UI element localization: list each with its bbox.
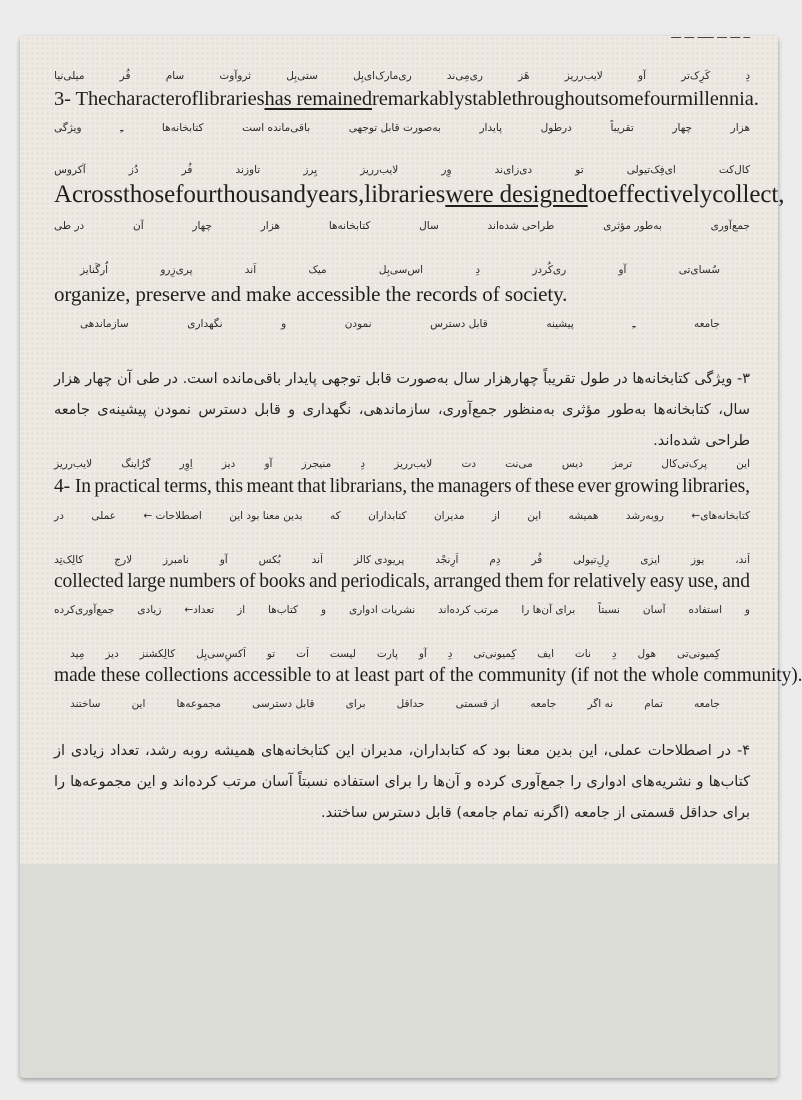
english-word: effectively [606,181,713,208]
gloss-word: باقی‌مانده است [242,122,311,134]
gloss-word: سام [165,70,185,82]
english-word: to [587,181,607,208]
english-word: of [181,88,199,110]
english-word: some [600,88,644,110]
gloss-word: مرتب کرده‌اند [438,604,499,616]
gloss-word: ساختند [70,698,101,710]
gloss-word: کالِک‌تِد [54,554,84,566]
gloss-word: ـِ [632,318,636,330]
english-word: meant [246,476,294,497]
gloss-word: مجموعه‌ها [176,698,222,710]
gloss-word: لایب‌رریز [360,164,399,176]
english-word: easy [649,571,685,592]
gloss-word: و [281,318,287,330]
english-word: of [515,476,532,497]
gloss-word: از [237,604,246,616]
gloss-word: مدیران [433,510,465,522]
gloss-word: طراحی شده‌اند [487,220,555,232]
pronunciation-line [70,648,720,660]
english-word: books [259,571,306,592]
english-word: numbers [169,571,236,592]
gloss-word: ترمز [612,458,633,470]
gloss-word: سُسای‌تی [678,264,720,276]
gloss-word: پرک‌تی‌کال [661,458,707,470]
gloss-word: پارت [376,648,398,660]
gloss-word: و [744,604,750,616]
gloss-word: ویژگی [54,122,82,134]
gloss-word: آکروس [54,164,86,176]
underlined-verb: has remained [264,88,372,110]
gloss-word: اَت [296,648,309,660]
english-word: this [215,476,244,497]
gloss-word: در طی [54,220,85,232]
gloss-word: می‌نت [505,458,533,470]
english-word: throughout [511,88,601,110]
gloss-word: اَکسِ‌سی‌بِل [196,648,246,660]
english-word: character [107,88,182,110]
gloss-word: اَند [244,264,257,276]
gloss-word: قابل دسترسی [252,698,315,710]
gloss-word: فُر [181,164,193,176]
gloss-word: اس‌سی‌بِل [378,264,424,276]
translation-line [54,510,750,522]
gloss-word: کال‌کت [718,164,750,176]
english-word: these [534,476,575,497]
gloss-word: تعداد← [184,604,215,616]
gloss-word: این [131,698,146,710]
gloss-word: جامعه [693,698,720,710]
gloss-word: دِ [360,458,366,470]
gloss-word: دِ [745,70,750,82]
pronunciation-line [54,458,750,470]
gloss-word: زیادی [137,604,162,616]
english-word: and [309,571,337,592]
gloss-word: اَند [311,554,323,566]
gloss-word: لیست [329,648,356,660]
gloss-word: کتابخانه‌های← [691,510,750,522]
gloss-word: جامعه [530,698,557,710]
gloss-word: پریودی کالز [353,554,405,566]
english-word: managers [437,476,512,497]
gloss-word: ری‌کُردز [532,264,567,276]
gloss-word: کتاب‌ها [268,604,299,616]
gloss-word: این [527,510,542,522]
english-word: arranged [433,571,502,592]
gloss-word: بدین معنا بود این [229,510,303,522]
gloss-word: دت [461,458,476,470]
gloss-word: برای [345,698,366,710]
gloss-word: نامبرز [163,554,189,566]
pronunciation-line [54,554,750,566]
gloss-word: ری‌مِی‌ند [446,70,483,82]
gloss-word: از قسمتی [455,698,500,710]
english-word: ever [577,476,611,497]
document-sheet [20,28,802,1078]
english-word: four [175,181,217,208]
gloss-word: اِوِر [179,458,193,470]
gloss-word: نه اگر [587,698,614,710]
gloss-word: ای‌فِک‌تیولی [626,164,676,176]
gloss-word: تو [575,164,584,176]
cropped-top-line: ــ ـــ ـــ ـــــ ـــ ـــ [671,28,750,41]
english-sentence-3 [54,88,759,111]
gloss-word: سازماندهی [80,318,129,330]
gloss-word: جامعه [693,318,720,330]
gloss-word: تو [266,648,276,660]
english-word: stable [464,88,512,110]
english-sentence-3b [54,181,785,209]
gloss-word: تمام [644,698,663,710]
english-word: libraries [364,181,446,208]
english-word: collected [54,571,124,592]
gloss-word: وِر [441,164,452,176]
gloss-word: و [320,604,327,616]
english-word: years, [305,181,365,208]
gloss-word: حداقل [396,698,425,710]
english-word: millennia. [677,88,759,110]
gloss-word: یوز [690,554,705,566]
gloss-word: اصطلاحات ← [143,510,202,522]
english-word: growing [614,476,679,497]
gloss-word: از [491,510,500,522]
gloss-word: لایب‌رریز [564,70,603,82]
translation-line [54,604,750,616]
gloss-word: آو [264,458,273,470]
gloss-word: دیس [561,458,583,470]
gloss-word: کالِکشنز [139,648,176,660]
gloss-word: دِم [489,554,501,566]
gloss-word: نمودن [344,318,372,330]
persian-translation-paragraph-3: ۳- ویژگی کتابخانه‌ها در طول تقریباً چهارهزار سال به‌صورت قابل توجهی پایدار باقی‌مانده است. در طی آن چهار هزار سال، کتابخانه‌ها به‌طور مؤثری به‌منظور جمع‌آوری، سازماندهی، نگهداری و قابل دسترس نمودن پیشینه‌ی جامعه طراحی شده‌اند. [54,371,750,449]
english-word: periodicals, [340,571,430,592]
english-word: terms, [164,476,212,497]
english-word: remarkably [372,88,465,110]
gloss-word: اَند، [735,554,750,566]
persian-translation-paragraph-4: ۴- در اصطلاحات عملی، این بدین معنا بود که کتابداران، مدیران این کتابخانه‌های همیشه روبه رشد، تعداد زیادی از کتاب‌ها و نشریه‌های ادواری را جمع‌آوری کرده و آن‌ها را برای استفاده نسبتاً آسان مرتب کرده‌اند و این مجموعه‌ها را برای حداقل قسمتی از جامعه (اگرنه تمام جامعه) قابل دسترس ساختند. [54,743,750,821]
gloss-word: عملی [91,510,116,522]
gloss-word: فُر [531,554,543,566]
english-sentence-4c [54,665,802,687]
gloss-word: ایزی [640,554,661,566]
gloss-word: در [54,510,64,522]
translation-line [54,220,750,232]
english-word: them [504,571,544,592]
english-word: of [239,571,256,592]
gloss-word: نشریات ادواری [348,604,416,616]
gloss-word: یِرز [303,164,318,176]
gloss-word: کتابخانه‌ها [328,220,371,232]
gloss-word: دیز [221,458,236,470]
pronunciation-line [54,70,750,82]
english-word: 3- The [54,88,108,110]
english-word: those [122,181,176,208]
gloss-word: دِ [611,648,617,660]
english-word: four [643,88,678,110]
gloss-word: دِ [475,264,481,276]
english-sentence-4 [54,476,750,498]
gloss-word: سال [419,220,439,232]
gloss-word: منیجرز [301,458,332,470]
gloss-word: آو [219,554,228,566]
english-word: that [297,476,327,497]
gloss-word: همیشه [568,510,599,522]
gloss-word: روبه‌رشد [625,510,664,522]
english-word: practical [94,476,161,497]
gloss-word: ثروآوت [219,70,252,82]
gloss-word: پیشینه [546,318,574,330]
gloss-word: هزار [260,220,281,232]
english-word: and [722,571,750,592]
gloss-word: ـِ [120,122,124,134]
gloss-word: پری‌زِرو [160,264,193,276]
gloss-word: به‌طور مؤثری [603,220,662,232]
english-word: Across [54,181,123,208]
gloss-word: رِلِ‌تیولی [573,554,610,566]
gloss-word: آسان [642,604,666,616]
english-word: the [410,476,435,497]
gloss-word: ری‌مارک‌ای‌بِل [353,70,412,82]
gloss-word: دیز [105,648,119,660]
gloss-word: چهار [192,220,212,232]
english-sentence-4b [54,571,750,593]
gloss-word: آو [618,264,627,276]
english-word: large [127,571,166,592]
gloss-word: لایب‌رریز [54,458,93,470]
gloss-word: آو [638,70,646,82]
english-word: libraries [198,88,265,110]
gloss-word: جمع‌آوری [710,220,750,232]
gloss-word: لارج [114,554,133,566]
english-word: relatively [573,571,647,592]
gloss-word: کِمیونی‌تی [473,648,517,660]
gloss-word: فُر [119,70,131,82]
underlined-verb: were designed [445,181,588,208]
gloss-word: پایدار [479,122,502,134]
english-line: organize, preserve and make accessible the records of society. [54,282,568,306]
gloss-word: بُکس [258,554,281,566]
gloss-word: اُرگَنایز [80,264,109,276]
gloss-word: هول [637,648,657,660]
translation-line [70,698,720,710]
translation-line [80,318,720,330]
gloss-word: نگهداری [187,318,223,330]
gloss-word: لایب‌رریز [394,458,433,470]
gloss-word: این [736,458,750,470]
english-word: librarians, [329,476,407,497]
english-word: for [547,571,570,592]
gloss-word: آو [418,648,427,660]
gloss-word: مِید [70,648,85,660]
gloss-word: ایف [537,648,554,660]
english-word: libraries, [682,476,750,497]
gloss-word: تاوزند [235,164,261,176]
gloss-word: میک [308,264,327,276]
pronunciation-line [80,264,720,276]
gloss-word: استفاده [688,604,723,616]
english-word: collect, [712,181,785,208]
english-line: made these collections accessible to at least part of the community (if not the whole community). [54,665,802,686]
translation-line [54,122,750,134]
gloss-word: ستی‌بِل [286,70,318,82]
scanned-page [20,28,802,864]
gloss-word: دِ [447,648,453,660]
gloss-word: نسبتاً [598,604,620,616]
english-word: thousand [216,181,306,208]
gloss-word: میلی‌نیا [54,70,85,82]
gloss-word: دُز [128,164,139,176]
gloss-word: که [330,510,341,522]
gloss-word: هزار [730,122,750,134]
gloss-word: تقریباً [610,122,634,134]
gloss-word: کتابخانه‌ها [161,122,204,134]
gloss-word: جمع‌آوری‌کرده [54,604,115,616]
gloss-word: آن [132,220,144,232]
gloss-word: به‌صورت قابل توجهی [348,122,441,134]
gloss-word: دی‌زای‌ند [494,164,533,176]
english-sentence-3c [54,282,694,307]
gloss-word: اَرِنجْد [435,554,459,566]
english-word: use, [687,571,719,592]
gloss-word: کِمیونی‌تی [676,648,720,660]
gloss-word: کَرِک‌تر [681,70,711,82]
gloss-word: برای آن‌ها را [521,604,576,616]
gloss-word: گرُاینگ [121,458,151,470]
gloss-word: درطول [540,122,572,134]
gloss-word: هَز [518,70,530,82]
english-word: 4- In [54,476,91,497]
gloss-word: چهار [672,122,693,134]
pronunciation-line [54,164,750,176]
gloss-word: کتابداران [368,510,407,522]
gloss-word: قابل دسترس [430,318,488,330]
gloss-word: نات [574,648,591,660]
